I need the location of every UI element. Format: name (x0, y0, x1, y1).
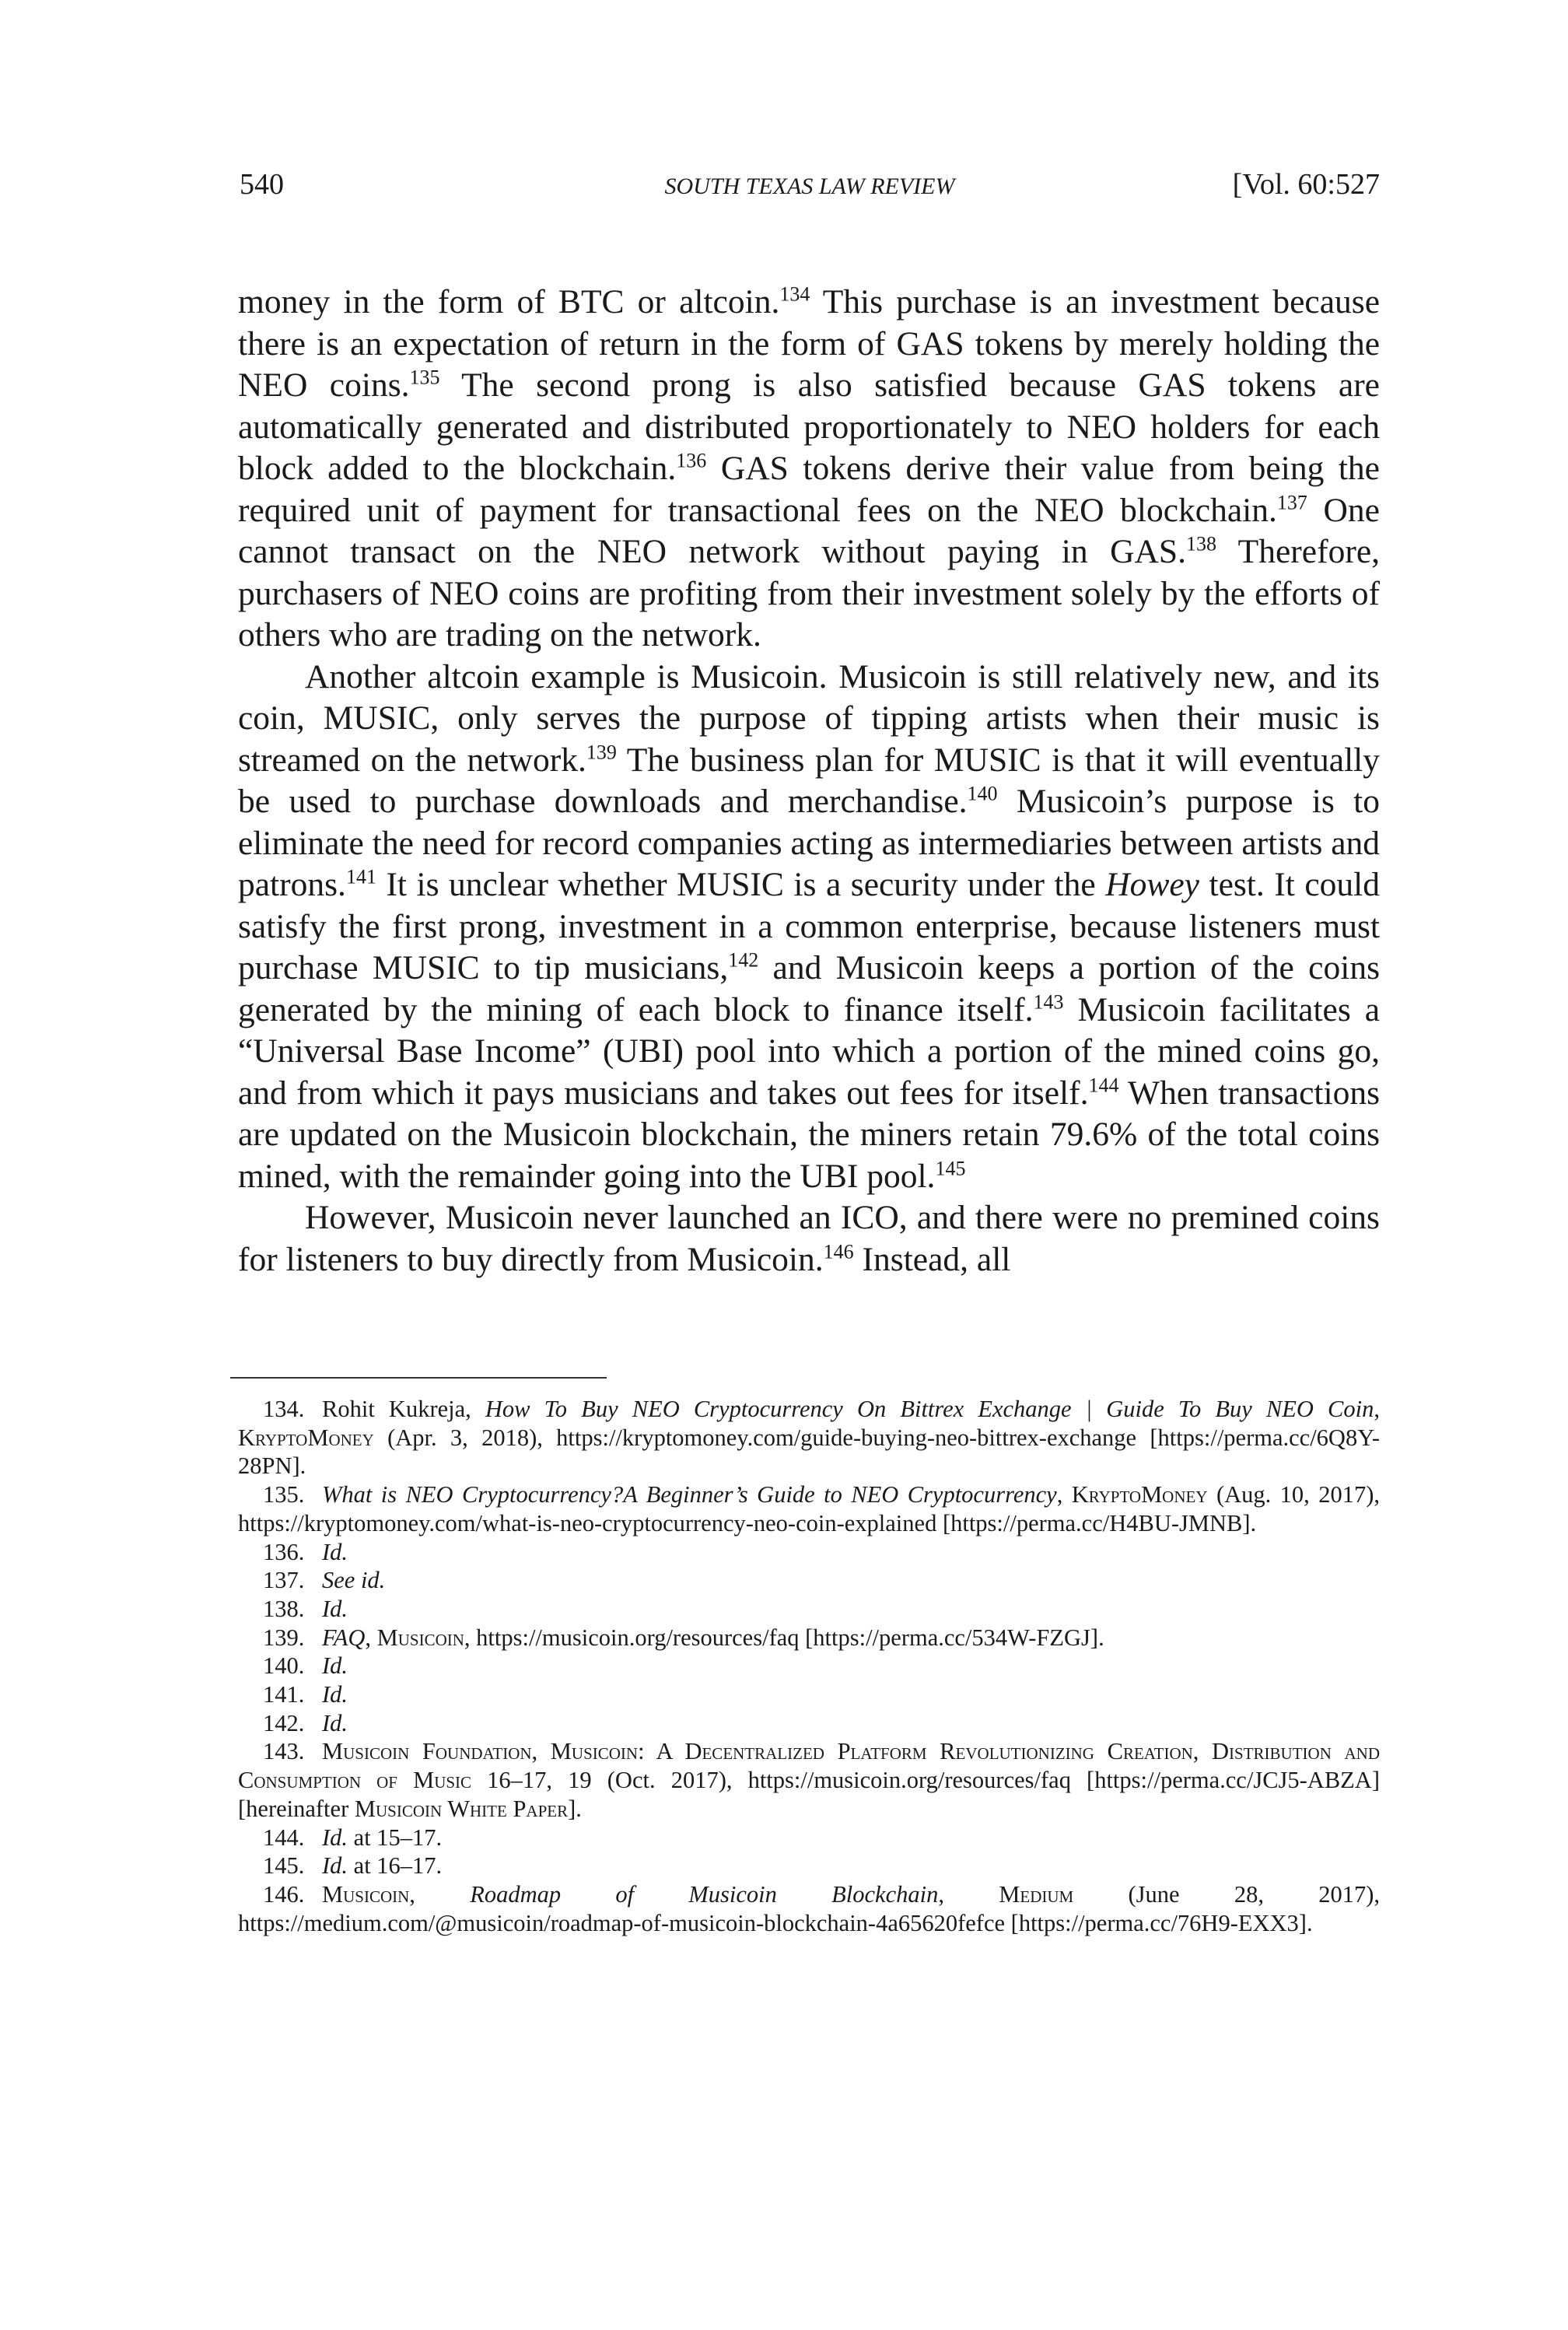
footnote: 135. What is NEO Cryptocurrency?A Beginner’s Guide to NEO Cryptocurrency, KryptoMoney (Aug. 10, 2017), https://kryptomoney.com/what-is-neo-cryptocurrency-neo-coin-explained [https://perma.cc/H4BU-JMNB]. (238, 1481, 1380, 1536)
footnote-ref[interactable]: 144 (1088, 1074, 1119, 1096)
volume-citation: [Vol. 60:527 (1232, 168, 1380, 201)
footnote-ref[interactable]: 142 (728, 948, 759, 972)
footnote: 146. Musicoin, Roadmap of Musicoin Blockchain, Medium (June 28, 2017), https://medium.com/@musicoin/roadmap-of-musicoin-blockchain-4a65620fefce [https://perma.cc/76H9-EXX3]. (238, 1880, 1381, 1936)
footnote-ref[interactable]: 138 (1186, 532, 1216, 555)
footnote: 140. Id. (263, 1652, 348, 1680)
case-name: Howey (1105, 866, 1199, 903)
footnote: 139. FAQ, Musicoin, https://musicoin.org/resources/faq [https://perma.cc/534W-FZGJ]. (263, 1624, 1104, 1651)
footnote-ref[interactable]: 143 (1033, 990, 1064, 1013)
main-text (238, 282, 1380, 1281)
footnote-ref[interactable]: 134 (779, 282, 810, 306)
footnote: 144. Id. at 15–17. (263, 1824, 443, 1851)
footnote: 143. Musicoin Foundation, Musicoin: A Decentralized Platform Revolutionizing Creation, Distribution and Consumption of Music 16–17, 19 (Oct. 2017), https://musicoin.org/resources/faq [https://perma.cc/JCJ5-ABZA] [hereinafter Musicoin White Paper]. (238, 1738, 1380, 1822)
footnote: 134. Rohit Kukreja, How To Buy NEO Cryptocurrency On Bittrex Exchange | Guide To Buy NEO Coin, KryptoMoney (Apr. 3, 2018), https://kryptomoney.com/guide-buying-neo-bittrex-exchange [https://perma.cc/6Q8Y-28PN]. (238, 1396, 1380, 1480)
paragraph: money in the form of BTC or altcoin.$^{134}$ This purchase is an investment because there is an expectation of return in the form of GAS tokens by merely holding the NEO coins.$^{135}$ The second prong is also satisfied because GAS tokens are automatically generated and distributed proportionately to NEO holders for each block added to the blockchain.$^{136}$ GAS tokens derive their value from being the required unit of payment for transactional fees on the NEO blockchain.$^{137}$ One cannot transact on the NEO network without paying in GAS.$^{138}$ Therefore, purchasers of NEO coins are profiting from their investment solely by the efforts of others who are trading on the network. (238, 282, 1381, 653)
footnote-ref[interactable]: 136 (676, 449, 707, 472)
footnote-ref[interactable]: 145 (935, 1157, 966, 1179)
footnote: 141. Id. (263, 1681, 348, 1708)
footnote-ref[interactable]: 139 (586, 741, 617, 763)
footnote-ref[interactable]: 137 (1276, 491, 1307, 513)
footnote: 137. See id. (263, 1567, 386, 1594)
footnote-divider (230, 1377, 607, 1379)
paragraph: Another altcoin example is Musicoin. Musicoin is still relatively new, and its coin, MUSIC, only serves the purpose of tipping artists when their music is streamed on the network.$^{139}$ The business plan for MUSIC is that it will eventually be used to purchase downloads and merchandise.$^{140}$ Musicoin’s purpose is to eliminate the need for record companies acting as intermediaries between artists and patrons.$^{141}$ It is unclear whether MUSIC is a security under the Howey test. It could satisfy the first prong, investment in a common enterprise, because listeners must purchase MUSIC to tip musicians,$^{142}$ and Musicoin keeps a portion of the coins generated by the mining of each block to finance itself.$^{143}$ Musicoin facilitates a “Universal Base Income” (UBI) pool into which a portion of the mined coins go, and from which it pays musicians and takes out fees for itself.$^{144}$ When transactions are updated on the Musicoin blockchain, the miners retain 79.6% of the total coins mined, with the remainder going into the UBI pool.$^{145}$ (238, 657, 1381, 1195)
paragraph: However, Musicoin never launched an ICO, and there were no premined coins for listeners to buy directly from Musicoin.$^{146}$ Instead, all (238, 1199, 1380, 1278)
footnote: 136. Id. (263, 1538, 348, 1565)
footnotes (238, 1395, 1380, 1937)
footnote-ref[interactable]: 140 (967, 782, 998, 805)
running-header (240, 167, 1380, 214)
footnote-ref[interactable]: 146 (823, 1240, 854, 1263)
footnote-ref[interactable]: 141 (345, 865, 376, 888)
footnote: 142. Id. (263, 1709, 348, 1736)
journal-title: SOUTH TEXAS LAW REVIEW (664, 173, 955, 199)
page-number: 540 (240, 168, 284, 201)
footnote: 145. Id. at 16–17. (263, 1852, 443, 1880)
footnote-ref[interactable]: 135 (409, 366, 440, 389)
footnote: 138. Id. (263, 1595, 348, 1622)
